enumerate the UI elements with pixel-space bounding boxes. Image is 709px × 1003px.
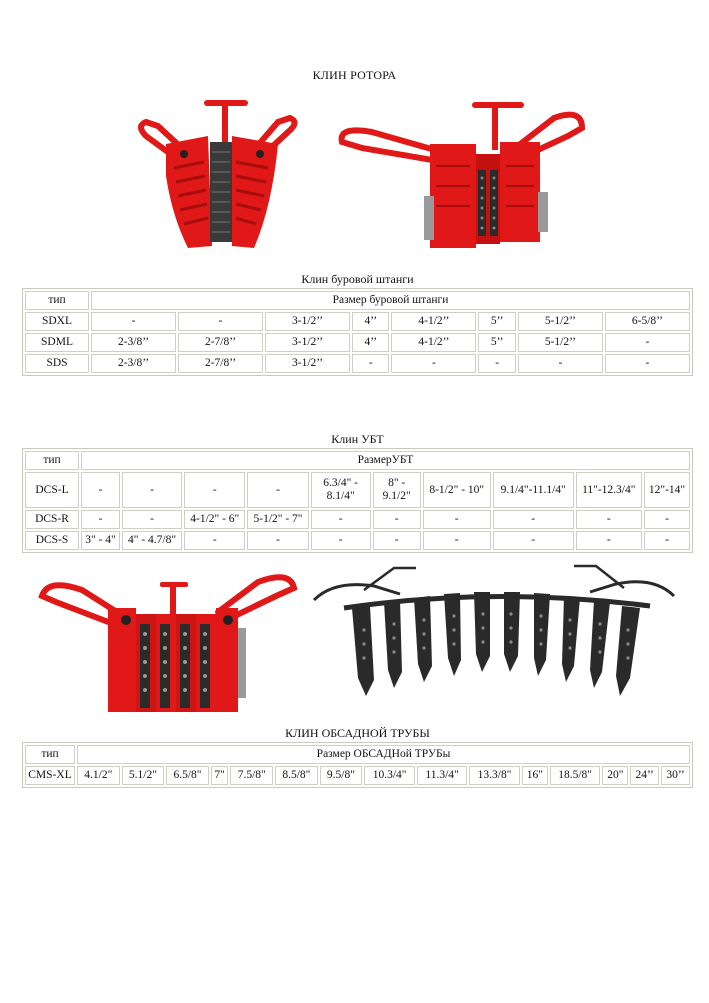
size-header: Размер буровой штанги xyxy=(91,291,690,310)
table-row xyxy=(25,510,690,529)
size-cell: 6-5/8’’ xyxy=(605,312,690,331)
size-cell: 9.1/4"-11.1/4" xyxy=(493,472,574,508)
size-cell: 18.5/8" xyxy=(550,766,601,785)
size-cell: 3-1/2’’ xyxy=(265,354,350,373)
table-row xyxy=(25,333,690,352)
casing-size-table xyxy=(22,742,693,788)
size-cell: 2-3/8’’ xyxy=(91,333,176,352)
size-cell: - xyxy=(576,510,643,529)
size-cell: 4-1/2" - 6" xyxy=(184,510,245,529)
size-cell: - xyxy=(605,333,690,352)
type-cell: CMS-XL xyxy=(25,766,75,785)
size-cell: 8" - 9.1/2" xyxy=(373,472,421,508)
size-cell: 12"-14" xyxy=(644,472,690,508)
size-cell: 5-1/2" - 7" xyxy=(247,510,308,529)
size-cell: 2-7/8’’ xyxy=(178,333,263,352)
size-cell: 4-1/2’’ xyxy=(391,312,476,331)
size-cell: - xyxy=(373,510,421,529)
size-cell: - xyxy=(81,510,120,529)
rotary-slip-front-image xyxy=(128,96,308,256)
size-cell: - xyxy=(247,472,308,508)
size-cell: 4.1/2" xyxy=(77,766,120,785)
size-cell: 4-1/2’’ xyxy=(391,333,476,352)
size-cell: - xyxy=(184,472,245,508)
casing-slips-caption: КЛИН ОБСАДНОЙ ТРУБЫ xyxy=(285,726,430,740)
table-header-row xyxy=(25,291,690,310)
type-cell: SDML xyxy=(25,333,89,352)
size-cell: 8-1/2" - 10" xyxy=(423,472,491,508)
table-row xyxy=(25,354,690,373)
type-header: тип xyxy=(25,745,75,764)
size-cell: - xyxy=(493,510,574,529)
type-cell: SDS xyxy=(25,354,89,373)
size-cell: 2-3/8’’ xyxy=(91,354,176,373)
size-cell: 3-1/2’’ xyxy=(265,333,350,352)
size-cell: - xyxy=(184,531,245,550)
size-cell: 5’’ xyxy=(478,333,515,352)
size-cell: 4" - 4.7/8" xyxy=(122,531,182,550)
size-cell: 7.5/8" xyxy=(230,766,273,785)
size-cell: 16" xyxy=(522,766,548,785)
table-row xyxy=(25,312,690,331)
size-cell: 7" xyxy=(211,766,229,785)
table-header-row xyxy=(25,745,690,764)
table-row xyxy=(25,472,690,508)
size-header: Размер ОБСАДНой ТРУБы xyxy=(77,745,690,764)
size-cell: 10.3/4" xyxy=(364,766,415,785)
drill-collar-slip-image xyxy=(32,568,300,718)
drill-collar-slips-caption: Клин УБТ xyxy=(331,432,384,446)
size-cell: - xyxy=(518,354,603,373)
rotary-slip-open-image xyxy=(332,96,592,256)
type-header: тип xyxy=(25,291,89,310)
size-cell: - xyxy=(122,510,182,529)
size-cell: - xyxy=(493,531,574,550)
type-cell: DCS-L xyxy=(25,472,79,508)
drill-pipe-size-table xyxy=(22,288,693,376)
size-cell: 6.3/4" - 8.1/4" xyxy=(311,472,371,508)
size-cell: 8.5/8" xyxy=(275,766,318,785)
size-cell: - xyxy=(423,510,491,529)
size-cell: 5-1/2’’ xyxy=(518,312,603,331)
size-cell: - xyxy=(605,354,690,373)
size-cell: 3-1/2’’ xyxy=(265,312,350,331)
size-cell: 4’’ xyxy=(352,333,389,352)
size-cell: - xyxy=(373,531,421,550)
size-cell: - xyxy=(122,472,182,508)
size-cell: - xyxy=(644,510,690,529)
type-cell: DCS-R xyxy=(25,510,79,529)
table-row xyxy=(25,531,690,550)
size-cell: 24’’ xyxy=(630,766,659,785)
drill-pipe-slips-caption: Клин буровой штанги xyxy=(301,272,414,286)
size-cell: 13.3/8" xyxy=(469,766,520,785)
size-cell: 11"-12.3/4" xyxy=(576,472,643,508)
size-cell: 20" xyxy=(602,766,628,785)
size-cell: 2-7/8’’ xyxy=(178,354,263,373)
size-cell: - xyxy=(178,312,263,331)
size-cell: - xyxy=(81,472,120,508)
type-cell: DCS-S xyxy=(25,531,79,550)
size-cell: - xyxy=(478,354,515,373)
size-cell: 11.3/4" xyxy=(417,766,467,785)
table-row xyxy=(25,766,690,785)
size-cell: - xyxy=(644,531,690,550)
size-header: РазмерУБТ xyxy=(81,451,690,470)
size-cell: - xyxy=(423,531,491,550)
rotary-slips-title: КЛИН РОТОРА xyxy=(312,68,397,82)
size-cell: 6.5/8" xyxy=(166,766,209,785)
type-header: тип xyxy=(25,451,79,470)
drill-collar-size-table xyxy=(22,448,693,553)
size-cell: 5.1/2" xyxy=(122,766,165,785)
type-cell: SDXL xyxy=(25,312,89,331)
casing-slip-image xyxy=(304,560,684,710)
size-cell: 5’’ xyxy=(478,312,515,331)
size-cell: - xyxy=(311,510,371,529)
size-cell: - xyxy=(91,312,176,331)
table-header-row xyxy=(25,451,690,470)
size-cell: - xyxy=(352,354,389,373)
size-cell: 4’’ xyxy=(352,312,389,331)
size-cell: - xyxy=(391,354,476,373)
size-cell: 5-1/2’’ xyxy=(518,333,603,352)
size-cell: - xyxy=(576,531,643,550)
size-cell: 9.5/8" xyxy=(320,766,363,785)
size-cell: - xyxy=(247,531,308,550)
size-cell: 30’’ xyxy=(661,766,690,785)
size-cell: 3" - 4" xyxy=(81,531,120,550)
size-cell: - xyxy=(311,531,371,550)
